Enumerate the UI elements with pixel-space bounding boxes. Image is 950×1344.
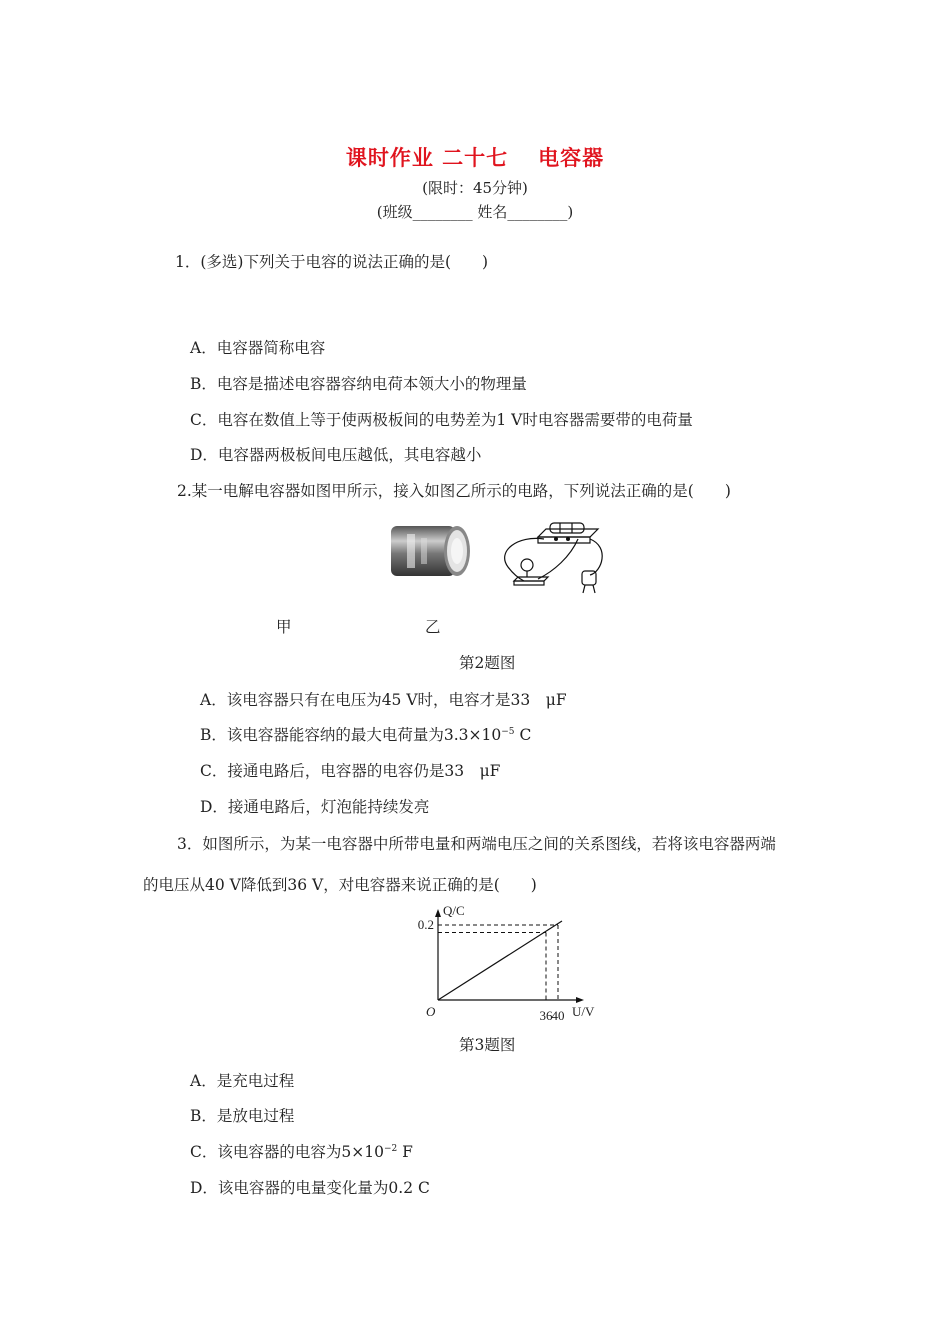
q3-option-d: D．该电容器的电量变化量为0.2 C bbox=[190, 1179, 430, 1197]
q2-option-b: B．该电容器能容纳的最大电荷量为$3.3\times 10^{-5}$ C bbox=[200, 726, 532, 744]
q2-option-c: C．接通电路后，电容器的电容仍是33 μF bbox=[200, 762, 501, 780]
capacitor-photo bbox=[383, 520, 475, 582]
title-topic: 电容器 bbox=[538, 146, 605, 170]
x-tick-label-40: 40 bbox=[551, 1008, 565, 1023]
q2-option-a: A．该电容器只有在电压为45 V时，电容才是33 μF bbox=[200, 691, 567, 709]
class-name-line: (班级________ 姓名________) bbox=[376, 203, 574, 221]
q1-option-b: B．电容是描述电容器容纳电荷本领大小的物理量 bbox=[190, 375, 527, 393]
q2-option-d: D．接通电路后，灯泡能持续发亮 bbox=[200, 798, 430, 816]
q3-option-b: B．是放电过程 bbox=[190, 1107, 295, 1125]
figure-label-yi: 乙 bbox=[425, 618, 441, 636]
q2-stem: 2.某一电解电容器如图甲所示，接入如图乙所示的电路，下列说法正确的是( ) bbox=[177, 482, 731, 500]
time-limit: (限时：45分钟) bbox=[422, 179, 528, 197]
x-tick-label-36: 36 bbox=[539, 1008, 553, 1023]
q3-stem-line2: 的电压从40 V降低到36 V，对电容器来说正确的是( ) bbox=[143, 876, 537, 894]
q3-figure-caption: 第3题图 bbox=[459, 1036, 516, 1054]
q1-stem: 1．(多选)下列关于电容的说法正确的是( ) bbox=[175, 253, 489, 271]
page-title bbox=[0, 142, 950, 172]
y-axis-arrow bbox=[435, 909, 441, 917]
q-u-chart bbox=[408, 895, 595, 1025]
origin-label: O bbox=[426, 1004, 436, 1019]
circuit-diagram bbox=[498, 517, 610, 597]
q3-option-a: A．是充电过程 bbox=[190, 1072, 295, 1090]
figure-label-jia: 甲 bbox=[276, 618, 292, 636]
q3-option-c: C．该电容器的电容为$5\times 10^{-2}$ F bbox=[190, 1143, 413, 1161]
x-axis-label: U/V bbox=[572, 1004, 595, 1019]
q2-figure-caption: 第2题图 bbox=[459, 654, 516, 672]
q1-option-c: C．电容在数值上等于使两极板间的电势差为1 V时电容器需要带的电荷量 bbox=[190, 411, 693, 429]
y-tick-label: 0.2 bbox=[417, 917, 434, 932]
q3-stem-line1: 3．如图所示，为某一电容器中所带电量和两端电压之间的关系图线，若将该电容器两端 bbox=[177, 835, 776, 853]
q1-option-d: D．电容器两极板间电压越低，其电容越小 bbox=[190, 446, 482, 464]
title-main: 课时作业 二十七 bbox=[345, 146, 509, 170]
x-axis-arrow bbox=[576, 997, 584, 1003]
y-axis-label: Q/C bbox=[443, 903, 465, 918]
q1-option-a: A．电容器简称电容 bbox=[190, 339, 326, 357]
